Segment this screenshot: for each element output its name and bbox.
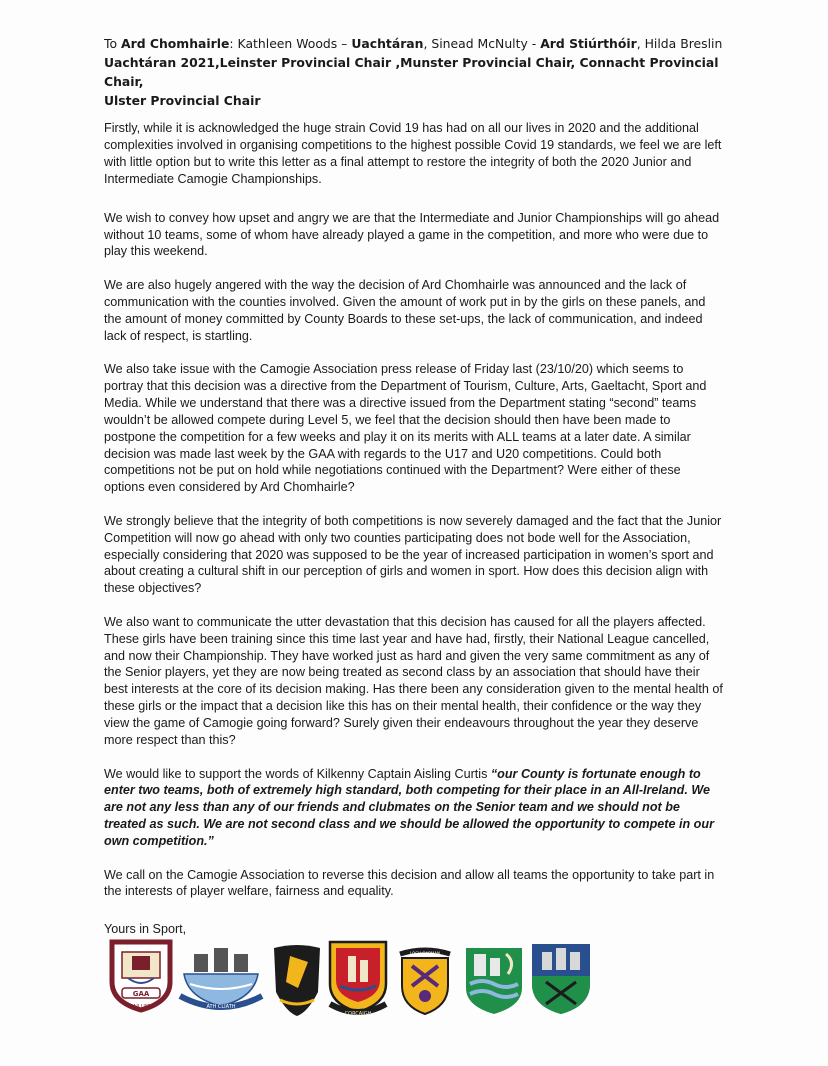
- address-line-2: Uachtáran 2021,Leinster Provincial Chair ,Munster Provincial Chair, Connacht Provincial Chair,: [104, 55, 719, 89]
- address-ard-stiurthoir: Ard Stiúrthóir: [540, 36, 637, 51]
- captain-quote: “our County is fortunate enough to enter two teams, both of extremely high standard, both competing for their place in an All-Ireland. We are not any less than any of our friends and clubmates on the Senior team and we should not be treated as such. We are not second class and we should be allowed the opportunity to compete in our own competition.”: [104, 766, 714, 849]
- galway-crest-icon: [108, 938, 174, 1014]
- address-to: To: [104, 36, 118, 51]
- cork-crest-icon: [326, 938, 390, 1018]
- letter-body: [104, 34, 724, 938]
- galway-gaa-text: GAA: [132, 990, 150, 998]
- paragraph-quote: [104, 766, 724, 851]
- paragraph-6: We also want to communicate the utter devastation that this decision has caused for all the players affected. These girls have been training since this time last year and have had, firstly, their National League cancelled, and now their Championship. They have worked just as hard and given the very same commitment as any of the Senior players, yet they are now being treated as second class by an association that should have their best interests at the core of its decision making. Has there been any consideration given to the mental health of these girls or the impact that a decision like this has on their mental health, their confidence or the way they view the game of Camogie going forward? Surely given their endeavours throughout the year they deserve more respect than this?: [104, 614, 723, 748]
- address-recipient-2: , Sinead McNulty -: [423, 36, 537, 51]
- signoff: Yours in Sport,: [104, 922, 187, 937]
- paragraph-closing: We call on the Camogie Association to reverse this decision and allow all teams the opportunity to take part in the interests of player welfare, fairness and equality.: [104, 867, 715, 899]
- address-line-3: Ulster Provincial Chair: [104, 93, 261, 108]
- limerick-crest-icon: [462, 944, 526, 1016]
- county-crests: [104, 938, 604, 1018]
- paragraph-4: We also take issue with the Camogie Association press release of Friday last (23/10/20) which seems to portray that this decision was a directive from the Department of Tourism, Culture, Arts, Gaeltacht, Sport and Media. While we understand that there was a directive issued from the Department stating “second” teams wouldn’t be allowed compete during Level 5, we feel that the decision should then have been made to postpone the competition for a few weeks and play it on its merits with ALL teams at a later date. A similar decision was made last week by the GAA with regards to the U17 and U20 competitions. Could both competitions not be put on hold while negotiations continued with the Department? Were either of these options even considered by Ard Chomhairle?: [104, 361, 707, 495]
- wexford-name-text: LOCH GARMAN: [409, 951, 441, 956]
- address-block: [104, 34, 724, 110]
- wexford-crest-icon: [396, 946, 454, 1016]
- address-recipient-1: : Kathleen Woods –: [229, 36, 348, 51]
- dublin-name-text: ÁTH CLIATH: [206, 1004, 236, 1010]
- kilkenny-crest-icon: [268, 942, 326, 1018]
- address-uachtaran: Uachtáran: [351, 36, 424, 51]
- paragraph-1: Firstly, while it is acknowledged the huge strain Covid 19 has had on all our lives in 2020 and the additional complexities involved in organising competitions to the highest possible Covid 19 standards, we feel we are left with little option but to write this letter as a final attempt to restore the integrity of both the 2020 Junior and Intermediate Camogie Championships.: [104, 121, 722, 186]
- dublin-crest-icon: [178, 944, 264, 1012]
- address-recipient-3: , Hilda Breslin: [636, 36, 723, 51]
- tipperary-crest-icon: [528, 940, 594, 1016]
- paragraph-5: We strongly believe that the integrity of both competitions is now severely damaged and the fact that the Junior Competition will now go ahead with only two counties participating does not bode well for the Association, especially considering that 2020 was supposed to be the year of increased participation in women’s sport and about creating a cultural shift in our perception of girls and women in sport. How does this decision align with these objectives?: [104, 513, 722, 596]
- galway-name-text: GAILLIMH: [129, 1004, 153, 1010]
- paragraph-2: We wish to convey how upset and angry we are that the Intermediate and Junior Championships will go ahead without 10 teams, some of whom have already played a game in the competition, and more who were due to play this weekend.: [104, 210, 720, 259]
- paragraph-3: We are also hugely angered with the way the decision of Ard Chomhairle was announced and the lack of communication with the counties involved. Given the amount of work put in by the girls on these panels, and the amount of money committed by County Boards to these set-ups, the lack of communication, and indeed lack of respect, is startling.: [104, 277, 706, 343]
- cork-name-text: CORCAIGH: [344, 1011, 372, 1017]
- quote-intro: We would like to support the words of Kilkenny Captain Aisling Curtis: [104, 766, 491, 781]
- address-ard-chomhairle: Ard Chomhairle: [121, 36, 230, 51]
